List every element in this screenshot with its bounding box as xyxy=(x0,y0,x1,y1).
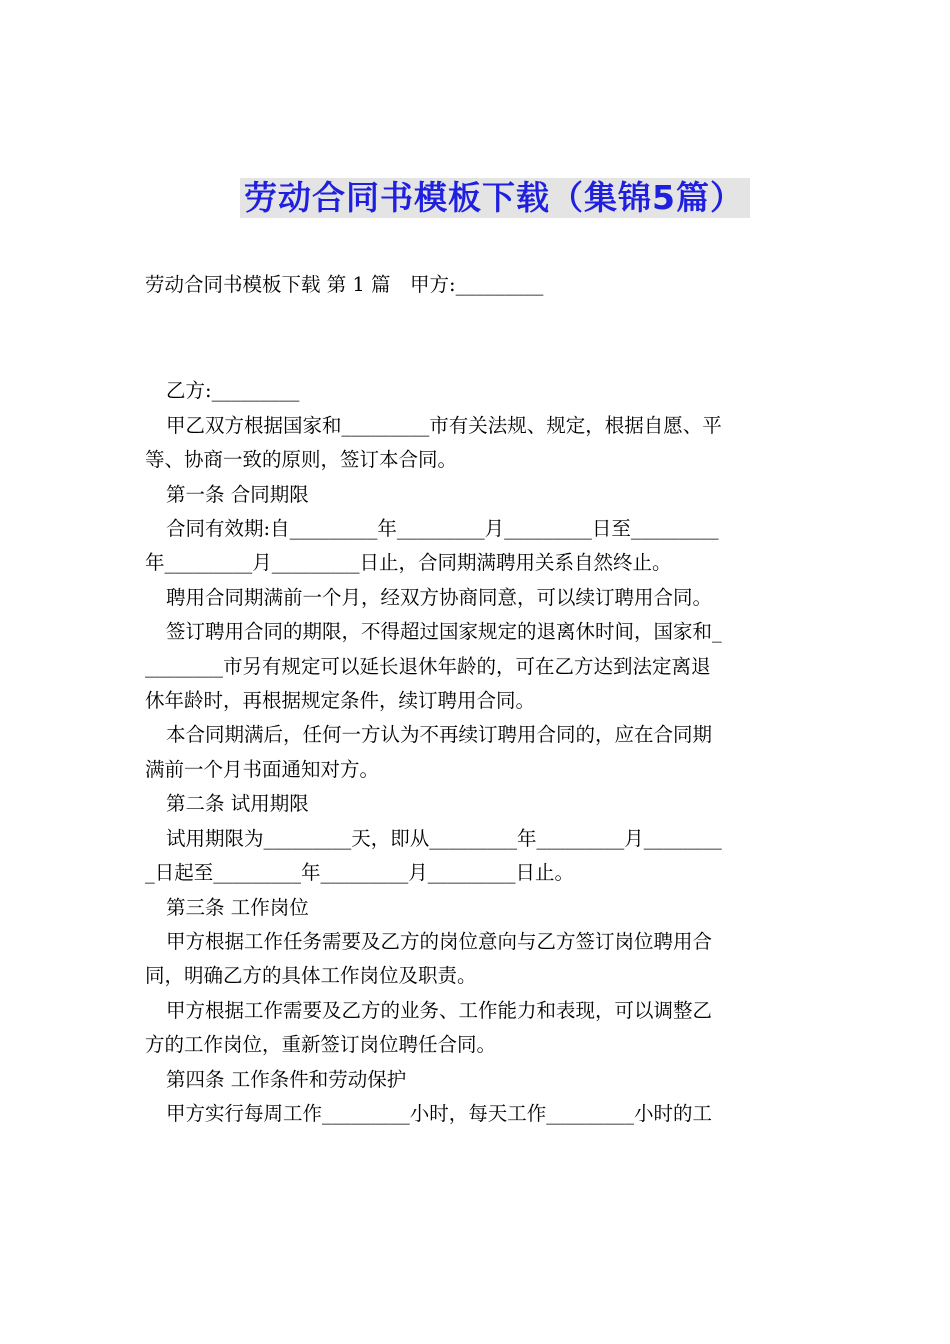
article-heading: 第三条 工作岗位 xyxy=(166,895,309,919)
article-heading: 第二条 试用期限 xyxy=(166,792,309,816)
document-title: 劳动合同书模板下载（集锦5篇） xyxy=(240,178,750,218)
paragraph-line: 等、协商一致的原则，签订本合同。 xyxy=(145,448,458,472)
paragraph-line: ________市另有规定可以延长退休年龄的，可在乙方达到法定离退 xyxy=(145,654,711,678)
party-b-line: 乙方:_________ xyxy=(166,379,300,403)
article-heading: 第一条 合同期限 xyxy=(166,482,309,506)
paragraph-line: 甲方根据工作需要及乙方的业务、工作能力和表现，可以调整乙 xyxy=(166,998,713,1022)
paragraph-line: 满前一个月书面通知对方。 xyxy=(145,757,380,781)
paragraph-line: 方的工作岗位，重新签订岗位聘任合同。 xyxy=(145,1033,497,1057)
document-body xyxy=(145,268,807,1131)
paragraph-line: 试用期限为_________天，即从_________年_________月________ xyxy=(166,826,722,850)
article-heading: 第四条 工作条件和劳动保护 xyxy=(166,1067,407,1091)
paragraph-line: 本合同期满后，任何一方认为不再续订聘用合同的，应在合同期 xyxy=(166,723,713,747)
paragraph-line: _日起至_________年_________月_________日止。 xyxy=(145,861,575,885)
title-container xyxy=(0,178,950,218)
blank-gap xyxy=(145,302,807,374)
paragraph-line: 年_________月_________日止，合同期满聘用关系自然终止。 xyxy=(145,551,672,575)
paragraph-line: 聘用合同期满前一个月，经双方协商同意，可以续订聘用合同。 xyxy=(166,585,713,609)
paragraph-line: 同，明确乙方的具体工作岗位及职责。 xyxy=(145,964,477,988)
paragraph-line: 合同有效期:自_________年_________月_________日至_________ xyxy=(166,517,719,541)
paragraph-line: 签订聘用合同的期限，不得超过国家规定的退离休时间，国家和_ xyxy=(166,620,722,644)
paragraph-line: 甲方实行每周工作_________小时，每天工作_________小时的工 xyxy=(166,1101,713,1125)
paragraph-line: 休年龄时，再根据规定条件，续订聘用合同。 xyxy=(145,689,536,713)
first-line: 劳动合同书模板下载 第 1 篇 甲方:_________ xyxy=(145,273,544,296)
paragraph-line: 甲方根据工作任务需要及乙方的岗位意向与乙方签订岗位聘用合 xyxy=(166,929,713,953)
paragraph-line: 甲乙双方根据国家和_________市有关法规、规定，根据自愿、平 xyxy=(166,413,722,437)
